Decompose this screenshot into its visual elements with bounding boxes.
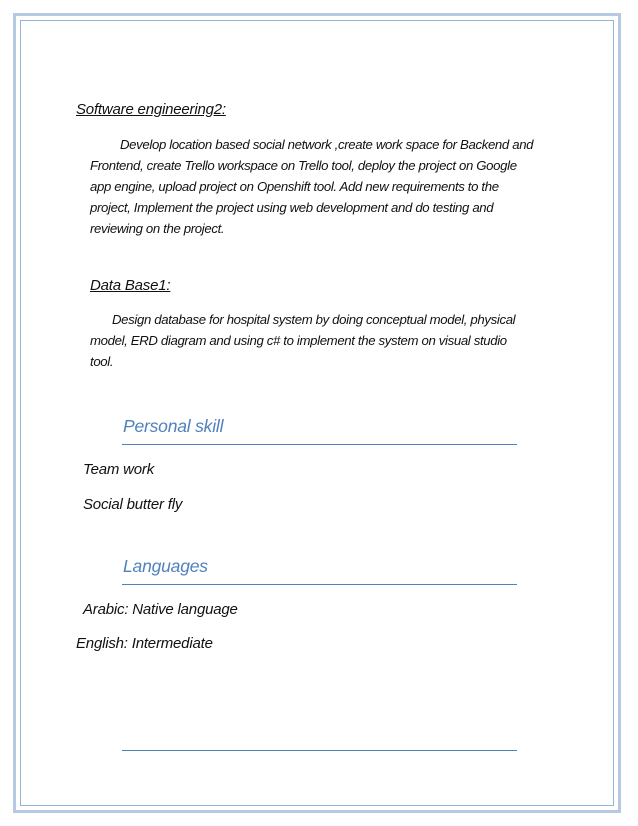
skill-item: Team work (83, 461, 155, 478)
description-line: Design database for hospital system by doing conceptual model, physical (112, 312, 516, 327)
section-title-languages: Languages (123, 556, 208, 576)
description-line: model, ERD diagram and using c# to implement the system on visual studio (90, 333, 507, 348)
language-item: English: Intermediate (76, 635, 213, 652)
description-line: app engine, upload project on Openshift tool. Add new requirements to the (90, 179, 499, 194)
project-heading-database: Data Base1: (90, 277, 171, 294)
description-line: Frontend, create Trello workspace on Trello tool, deploy the project on Google (90, 158, 517, 173)
project-description-software-engineering (90, 134, 570, 239)
section-rule (122, 584, 517, 585)
language-item: Arabic: Native language (83, 601, 238, 618)
description-line: tool. (90, 354, 114, 369)
skill-item: Social butter fly (83, 496, 183, 513)
project-heading-software-engineering: Software engineering2: (76, 101, 226, 118)
bottom-rule (122, 750, 517, 751)
project-description-database (90, 309, 570, 372)
section-rule (122, 444, 517, 445)
section-title-personal-skill: Personal skill (123, 416, 224, 436)
description-line: Develop location based social network ,create work space for Backend and (120, 137, 534, 152)
description-line: reviewing on the project. (90, 221, 225, 236)
description-line: project, Implement the project using web development and do testing and (90, 200, 494, 215)
